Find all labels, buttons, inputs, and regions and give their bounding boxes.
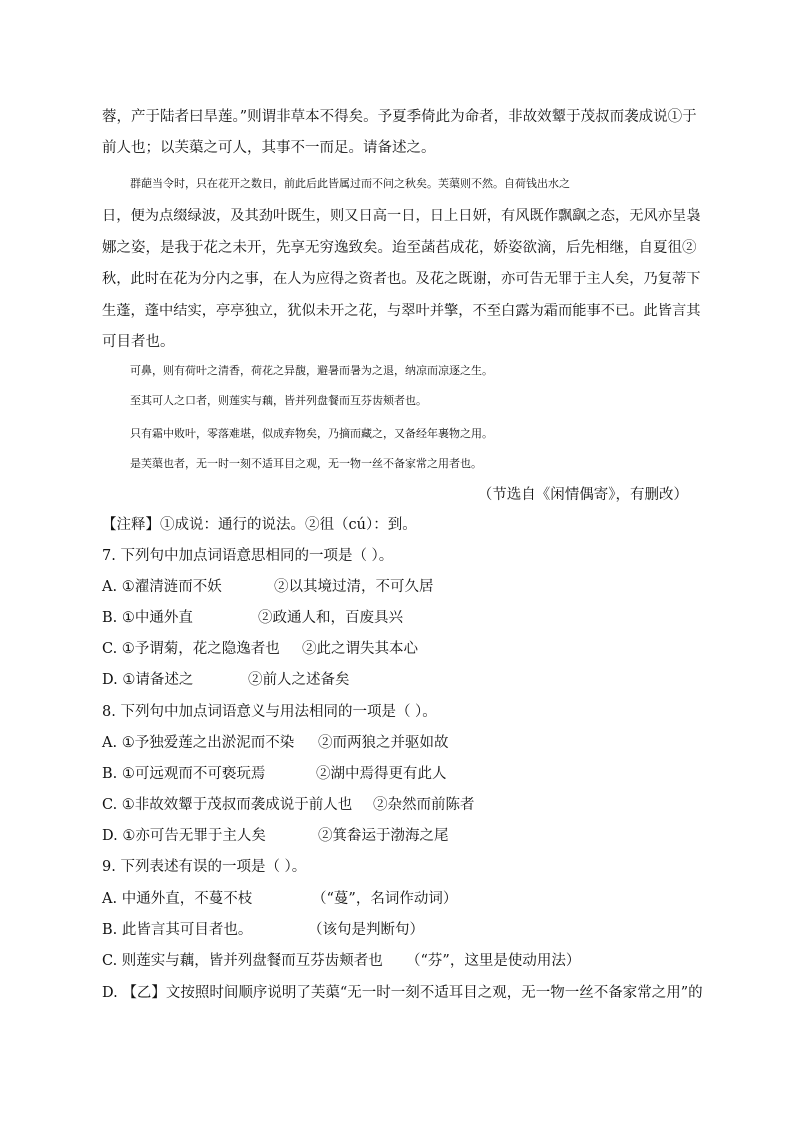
question-stem: 7. 下列句中加点词语意思相同的一项是（ ）。 xyxy=(102,548,394,564)
passage-line: 至其可人之口者，则莲实与藕，皆并列盘餐而互芬齿颊者也。 xyxy=(130,394,427,407)
option-part-a: ①请备述之 xyxy=(122,672,194,688)
option-part-a: ①亦可告无罪于主人矣 xyxy=(122,828,266,844)
option-letter: D. xyxy=(102,828,118,844)
question-option xyxy=(102,983,702,1003)
option-part-b: ②杂然而前陈者 xyxy=(373,797,475,813)
option-part-b: ②箕畚运于渤海之尾 xyxy=(318,828,449,844)
question-option xyxy=(102,608,702,628)
option-letter: B. xyxy=(102,922,118,938)
option-letter: D. xyxy=(102,672,118,688)
option-part-a: ①予谓菊，花之隐逸者也 xyxy=(121,641,280,657)
option-part-a: ①中通外直 xyxy=(121,610,193,626)
question-option xyxy=(102,826,702,846)
passage-line: 秋，此时在花为分内之事，在人为应得之资者也。及花之既谢，亦可告无罪于主人矣，乃复蒂下 xyxy=(102,271,701,287)
option-letter: C. xyxy=(102,953,118,969)
passage-line: 可目者也。 xyxy=(102,334,175,350)
option-letter: B. xyxy=(102,766,118,782)
option-part-a: ①非故效颦于茂叔而袭成说于前人也 xyxy=(121,797,353,813)
question-option xyxy=(102,889,702,909)
source-citation: （节选自《闲情偶寄》，有删改） xyxy=(477,487,688,503)
question-stem: 9. 下列表述有误的一项是（ ）。 xyxy=(102,859,307,875)
option-part-b: （“芬”，这里是使动用法） xyxy=(406,953,581,969)
option-letter: B. xyxy=(102,610,118,626)
question-option xyxy=(102,764,702,784)
option-part-a: ①予独爱莲之出淤泥而不染 xyxy=(121,735,295,751)
passage-line: 群葩当令时，只在花开之数日，前此后此皆属过而不问之秋矣。芙蕖则不然。自荷钱出水之 xyxy=(130,177,570,190)
option-part-b: ②此之谓失其本心 xyxy=(302,641,418,657)
passage-line: 日，便为点缀绿波，及其劲叶既生，则又日高一日，日上日妍，有风既作飘飖之态，无风亦呈袅 xyxy=(102,208,701,224)
option-part-b: ②以其境过清，不可久居 xyxy=(274,579,434,595)
passage-line: 是芙蕖也者，无一时一刻不适耳目之观，无一物一丝不备家常之用者也。 xyxy=(130,457,482,470)
option-letter: A. xyxy=(102,735,118,751)
passage-line: 生蓬，蓬中结实，亭亭独立，犹似未开之花，与翠叶并擎，不至白露为霜而能事不已。此皆言其 xyxy=(102,303,701,319)
option-part-a: ①濯清涟而不妖 xyxy=(121,579,222,595)
option-part-b: ②而两狼之并驱如故 xyxy=(318,735,449,751)
question-option xyxy=(102,639,702,659)
passage-line: 只有霜中败叶，零落难堪，似成弃物矣，乃摘而藏之，又备经年裹物之用。 xyxy=(130,427,493,440)
question-option xyxy=(102,670,702,690)
option-part-b: ②湖中焉得更有此人 xyxy=(316,766,447,782)
question-option xyxy=(102,920,702,940)
option-part-a: 则莲实与藕，皆并列盘餐而互芬齿颊者也 xyxy=(121,953,383,969)
passage-line: 蓉，产于陆者曰旱莲。”则谓非草本不得矣。予夏季倚此为命者，非故效颦于茂叔而袭成说①于 xyxy=(102,109,697,125)
option-letter: C. xyxy=(102,641,118,657)
option-letter: D. xyxy=(102,985,118,1001)
option-part-a: ①可远观而不可亵玩焉 xyxy=(121,766,266,782)
question-option xyxy=(102,951,702,971)
question-option xyxy=(102,733,702,753)
option-part-a: 中通外直，不蔓不枝 xyxy=(121,891,253,907)
question-option xyxy=(102,795,702,815)
option-part-a: 【乙】文按照时间顺序说明了芙蕖“无一时一刻不适耳目之观，无一物一丝不备家常之用”的 xyxy=(122,985,703,1001)
question-option xyxy=(102,577,702,597)
option-part-a: 此皆言其可目者也。 xyxy=(121,922,253,938)
passage-line: 可鼻，则有荷叶之清香，荷花之异馥，避暑而暑为之退，纳凉而凉逐之生。 xyxy=(130,364,493,377)
option-part-b: （该句是判断句） xyxy=(308,922,424,938)
option-letter: A. xyxy=(102,891,118,907)
annotation-note: 【注释】①成说：通行的说法。②徂（cú）：到。 xyxy=(102,517,417,533)
option-part-b: ②前人之述备矣 xyxy=(248,672,350,688)
option-letter: A. xyxy=(102,579,118,595)
question-stem: 8. 下列句中加点词语意义与用法相同的一项是（ ）。 xyxy=(102,704,437,720)
passage-line: 前人也；以芙蕖之可人，其事不一而足。请备述之。 xyxy=(102,140,436,156)
option-part-b: ②政通人和，百废具兴 xyxy=(258,610,403,626)
option-part-b: （“蔓”，名词作动词） xyxy=(312,891,458,907)
passage-line: 娜之姿，是我于花之未开，先享无穷逸致矣。迨至菡萏成花，娇姿欲滴，后先相继，自夏徂② xyxy=(102,240,697,256)
option-letter: C. xyxy=(102,797,118,813)
